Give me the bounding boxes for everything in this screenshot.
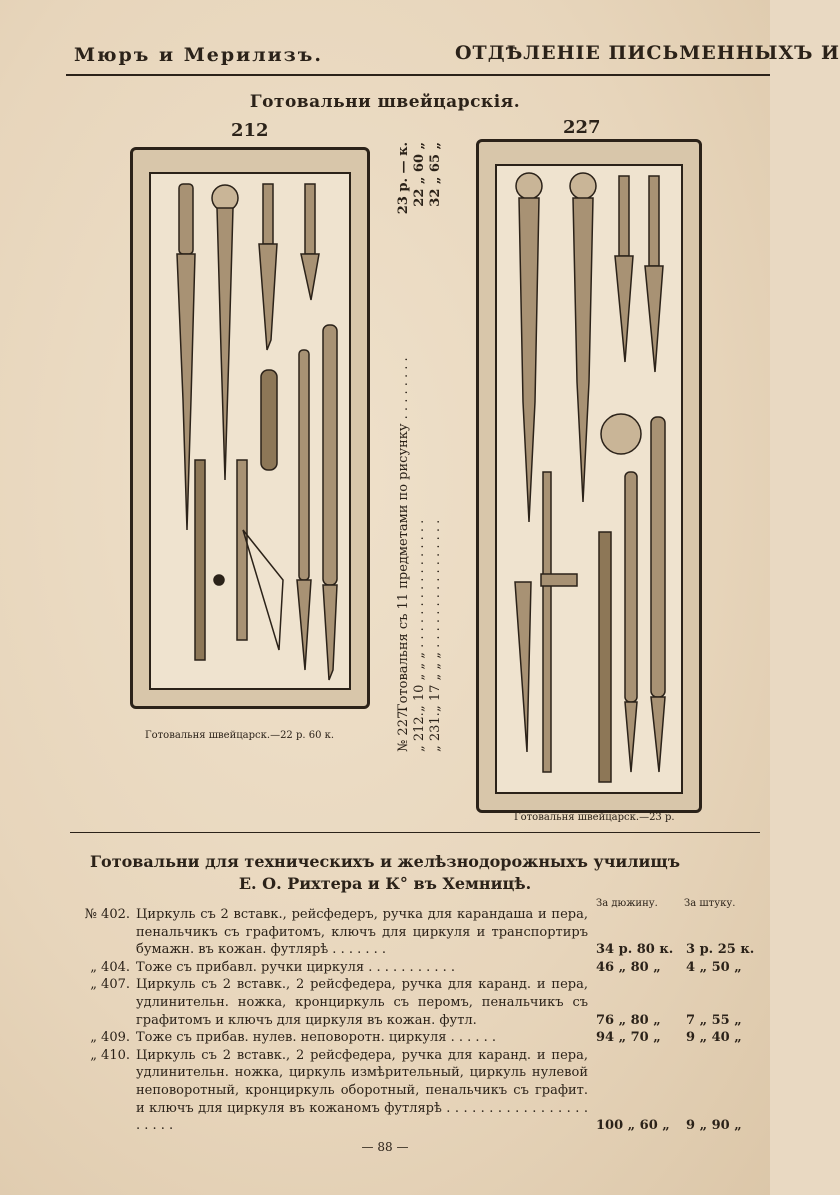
price-list	[74, 906, 764, 1135]
header-rule	[66, 74, 770, 76]
figure-caption-227: Готовальня швейцарск.—23 р.	[514, 812, 675, 823]
section-divider	[70, 832, 760, 833]
header-left: Мюръ и Мерилизъ.	[74, 44, 323, 66]
instrument-illustration-icon	[133, 150, 367, 706]
instrument-case-227	[476, 139, 702, 813]
list-item: „ 404. Тоже съ прибавл. ручки циркуля . . . . . . . . . . . 46 „ 80 „ 4 „ 50 „	[90, 959, 742, 975]
figure-caption-212: Готовальня швейцарск.—22 р. 60 к.	[145, 730, 335, 741]
list-item: № 402. Циркуль съ 2 вставк., рейсфедеръ, ручка для карандаша и пера, пенальчикъ съ графитомъ, ключъ для циркуля и транспортиръ бумажн. въ кожан. футлярѣ . . . . . . . 34 р. 80 к. 3 р. 25 к.	[84, 907, 755, 958]
vertical-list-item: „ 231. „ 17 „ „ „ . . . . . . . . . . . . . . . . 32 „ 65 „	[428, 142, 443, 752]
list-item: „ 407. Циркуль съ 2 вставк., 2 рейсфедера, ручка для каранд. и пера, удлинительн. ножка, кронциркуль съ перомъ, пенальчикъ съ графитомъ и ключъ для циркуля въ кожан. футл. 76 „ 80 „ 7 „ 55 „	[90, 977, 742, 1028]
figure-number-227: 227	[563, 117, 601, 138]
page-number: — 88 —	[361, 1140, 409, 1154]
list-item: „ 409. Тоже съ прибав. нулев. неповоротн. циркуля . . . . . . 94 „ 70 „ 9 „ 40 „	[90, 1030, 742, 1046]
vertical-price-list	[396, 142, 448, 752]
vertical-list-item: „ 212. „ 10 „ „ „ . . . . . . . . . . . . . . . . 22 „ 60 „	[412, 142, 427, 752]
header-right: ОТДѢЛЕНІЕ ПИСЬМЕННЫХЪ И	[455, 42, 840, 64]
instrument-illustration-icon	[479, 142, 699, 810]
column-header-piece: За штуку.	[684, 898, 736, 909]
instrument-case-212	[130, 147, 370, 709]
section-title: Готовальни швейцарскія.	[249, 92, 521, 112]
vertical-list-item: № 227. Готовальня съ 11 предметами по рисунку . . . . . . . . 23 р. — к.	[396, 142, 411, 752]
page-header	[0, 40, 840, 76]
section2-title-line2: Е. О. Рихтера и К° въ Хемницѣ.	[238, 874, 532, 893]
list-item: „ 410. Циркуль съ 2 вставк., 2 рейсфедера, ручка для каранд. и пера, удлинительн. ножка, циркуль измѣрительный, циркуль нулевой неповоротный, кронциркуль оборотный, пенальчикъ съ графит. и ключъ для циркуля въ кожаномъ футлярѣ . . . . . . . . . . . . . . . . . . . . . . 100 „ 60 „ 9 „ 90 „	[90, 1047, 742, 1134]
section2-title-line1: Готовальни для техническихъ и желѣзнодорожныхъ училищъ	[90, 852, 680, 871]
section2-title	[0, 851, 770, 895]
column-header-dozen: За дюжину.	[596, 898, 658, 909]
figure-number-212: 212	[231, 120, 269, 141]
